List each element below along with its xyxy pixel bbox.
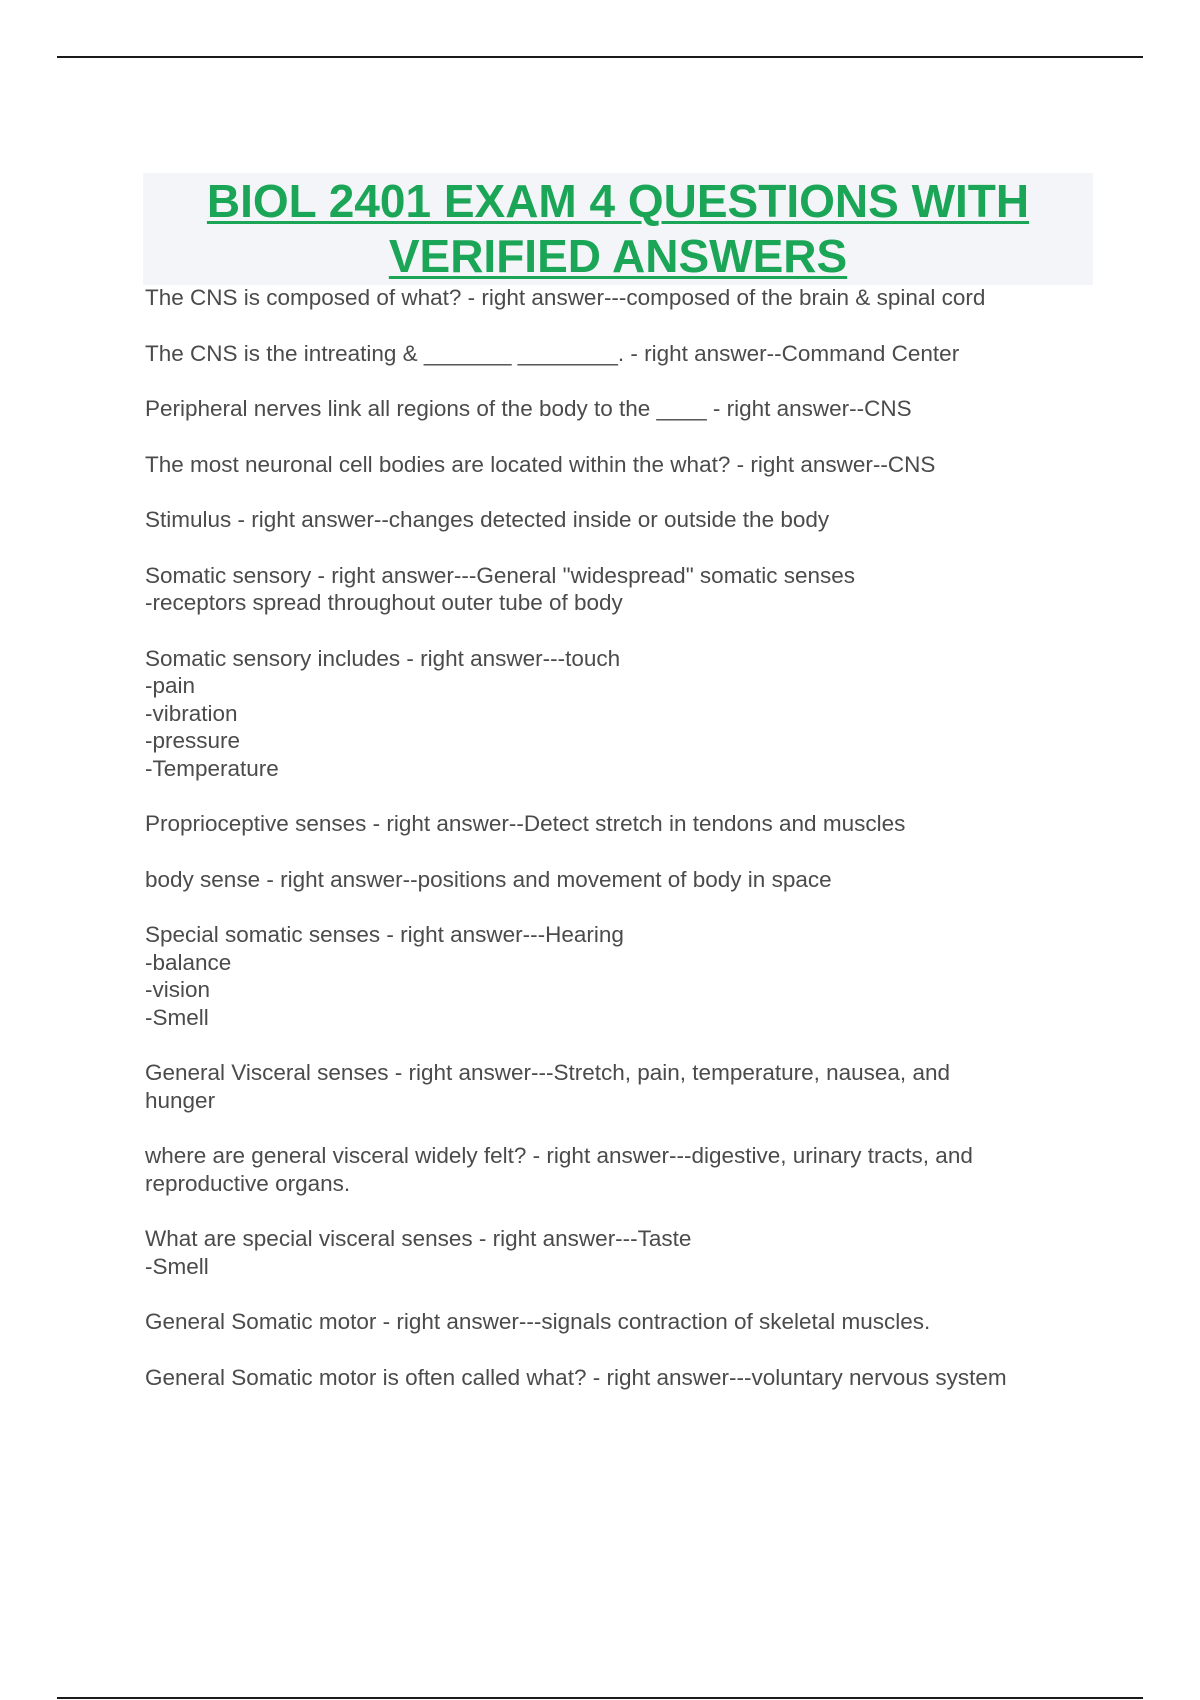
qa-item: The CNS is the intreating & _______ ________. - right answer--Command Center [145, 340, 960, 366]
footer-rule [57, 1697, 1143, 1699]
qa-item: Proprioceptive senses - right answer--Detect stretch in tendons and muscles [145, 811, 906, 836]
qa-item: What are special visceral senses - right answer---Taste -Smell [145, 1226, 692, 1279]
header-rule [57, 56, 1143, 58]
qa-item: body sense - right answer--positions and movement of body in space [145, 866, 832, 892]
qa-item: Somatic sensory - right answer---General "widespread" somatic senses -receptors spread throughout outer tube of body [145, 562, 855, 615]
qa-item: The CNS is composed of what? - right answer---composed of the brain & spinal cord [145, 285, 986, 310]
qa-item: General Somatic motor is often called what? - right answer---voluntary nervous system [145, 1364, 1007, 1390]
qa-item: Peripheral nerves link all regions of the body to the ____ - right answer--CNS [145, 396, 912, 421]
document-title: BIOL 2401 EXAM 4 QUESTIONS WITH VERIFIED ANSWERS [206, 175, 1030, 282]
qa-item: Stimulus - right answer--changes detected inside or outside the body [145, 507, 830, 532]
qa-item: Somatic sensory includes - right answer---touch -pain -vibration -pressure -Temperature [145, 645, 621, 781]
qa-item: General Somatic motor - right answer---signals contraction of skeletal muscles. [145, 1309, 931, 1334]
qa-item: The most neuronal cell bodies are located within the what? - right answer--CNS [145, 451, 936, 477]
qa-item: where are general visceral widely felt? - right answer---digestive, urinary tracts, and reproductive organs. [145, 1143, 973, 1196]
qa-list [145, 284, 1145, 1419]
qa-item: General Visceral senses - right answer---Stretch, pain, temperature, nausea, and hunger [145, 1060, 950, 1113]
qa-item: Special somatic senses - right answer---Hearing -balance -vision -Smell [145, 922, 624, 1030]
